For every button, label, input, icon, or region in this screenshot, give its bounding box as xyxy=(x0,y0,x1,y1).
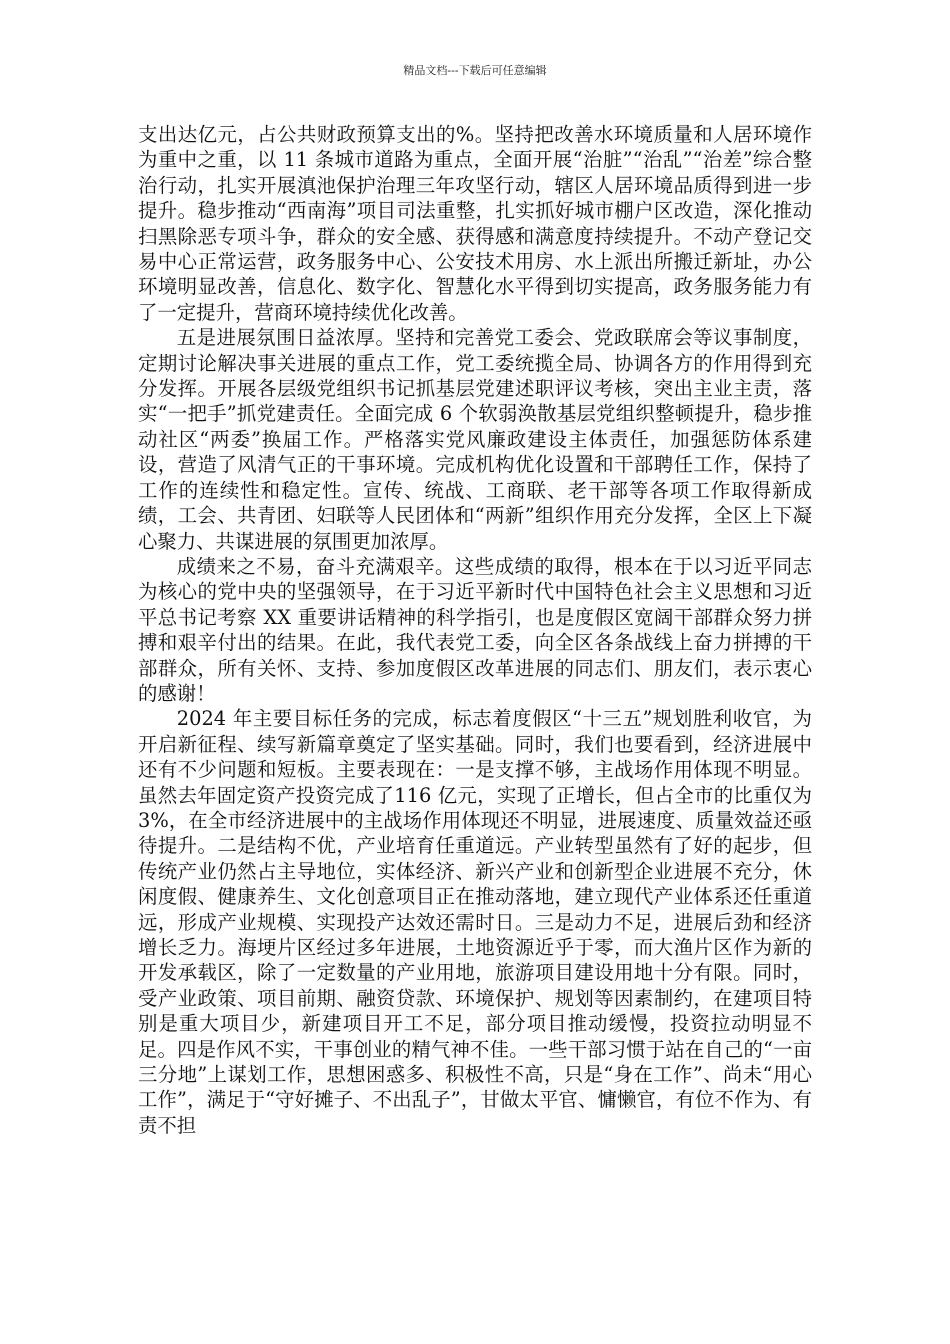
paragraph-problems: 2024 年主要目标任务的完成，标志着度假区“十三五”规划胜利收官，为开启新征程、续写新篇章奠定了坚实基础。同时，我们也要看到，经济进展中还有不少问题和短板。主要表现在：一是支撑不够，主战场作用体现不明显。虽然去年固定资产投资完成了116 亿元，实现了正增长，但占全市的比重仅为 3%，在全市经济进展中的主战场作用体现还不明显，进展速度、质量效益还亟待提升。二是结构不优，产业培育任重道远。产业转型虽然有了好的起步，但传统产业仍然占主导地位，实体经济、新兴产业和创新型企业进展不充分，休闲度假、健康养生、文化创意项目正在推动落地，建立现代产业体系还任重道远，形成产业规模、实现投产达效还需时日。三是动力不足，进展后劲和经济增长乏力。海埂片区经过多年进展，土地资源近乎于零，而大渔片区作为新的开发承载区，除了一定数量的产业用地，旅游项目建设用地十分有限。同时，受产业政策、项目前期、融资贷款、环境保护、规划等因素制约，在建项目特别是重大项目少，新建项目开工不足，部分项目推动缓慢，投资拉动明显不足。四是作风不实，干事创业的精气神不佳。一些干部习惯于站在自己的“一亩三分地”上谋划工作，思想困惑多、积极性不高，只是“身在工作”、尚未“用心工作”，满足于“守好摊子、不出乱子”，甘做太平官、慵懒官，有位不作为、有责不担 xyxy=(138,707,812,1137)
paragraph-atmosphere: 五是进展氛围日益浓厚。坚持和完善党工委会、党政联席会等议事制度，定期讨论解决事关进展的重点工作，党工委统揽全局、协调各方的作用得到充分发挥。开展各层级党组织书记抓基层党建述职评议考核，突出主业主责，落实“一把手”抓党建责任。全面完成 6 个软弱涣散基层党组织整顿提升，稳步推动社区“两委”换届工作。严格落实党风廉政建设主体责任，加强惩防体系建设，营造了风清气正的干事环境。完成机构优化设置和干部聘任工作，保持了工作的连续性和稳定性。宣传、统战、工商联、老干部等各项工作取得新成绩，工会、共青团、妇联等人民团体和“两新”组织作用充分发挥，全区上下凝心聚力、共谋进展的氛围更加浓厚。 xyxy=(138,326,812,553)
document-body xyxy=(138,122,812,1138)
paragraph-environment: 支出达亿元，占公共财政预算支出的%。坚持把改善水环境质量和人居环境作为重中之重，以 11 条城市道路为重点，全面开展“治脏”“治乱”“治差”综合整治行动，扎实开展滇池保护治理三年攻坚行动，辖区人居环境品质得到进一步提升。稳步推动“西南海”项目司法重整，扎实抓好城市棚户区改造，深化推动扫黑除恶专项斗争，群众的安全感、获得感和满意度持续提升。不动产登记交易中心正常运营，政务服务中心、公安技术用房、水上派出所搬迁新址，办公环境明显改善，信息化、数字化、智慧化水平得到切实提高，政务服务能力有了一定提升，营商环境持续优化改善。 xyxy=(138,123,812,324)
paragraph-achievements: 成绩来之不易，奋斗充满艰辛。这些成绩的取得，根本在于以习近平同志为核心的党中央的坚强领导，在于习近平新时代中国特色社会主义思想和习近平总书记考察 XX 重要讲话精神的科学指引，也是度假区宽阔干部群众努力拼搏和艰辛付出的结果。在此，我代表党工委，向全区各条战线上奋力拼搏的干部群众，所有关怀、支持、参加度假区改革进展的同志们、朋友们，表示衷心的感谢！ xyxy=(138,554,812,705)
page-header: 精品文档---下载后可任意编辑 xyxy=(403,64,547,77)
